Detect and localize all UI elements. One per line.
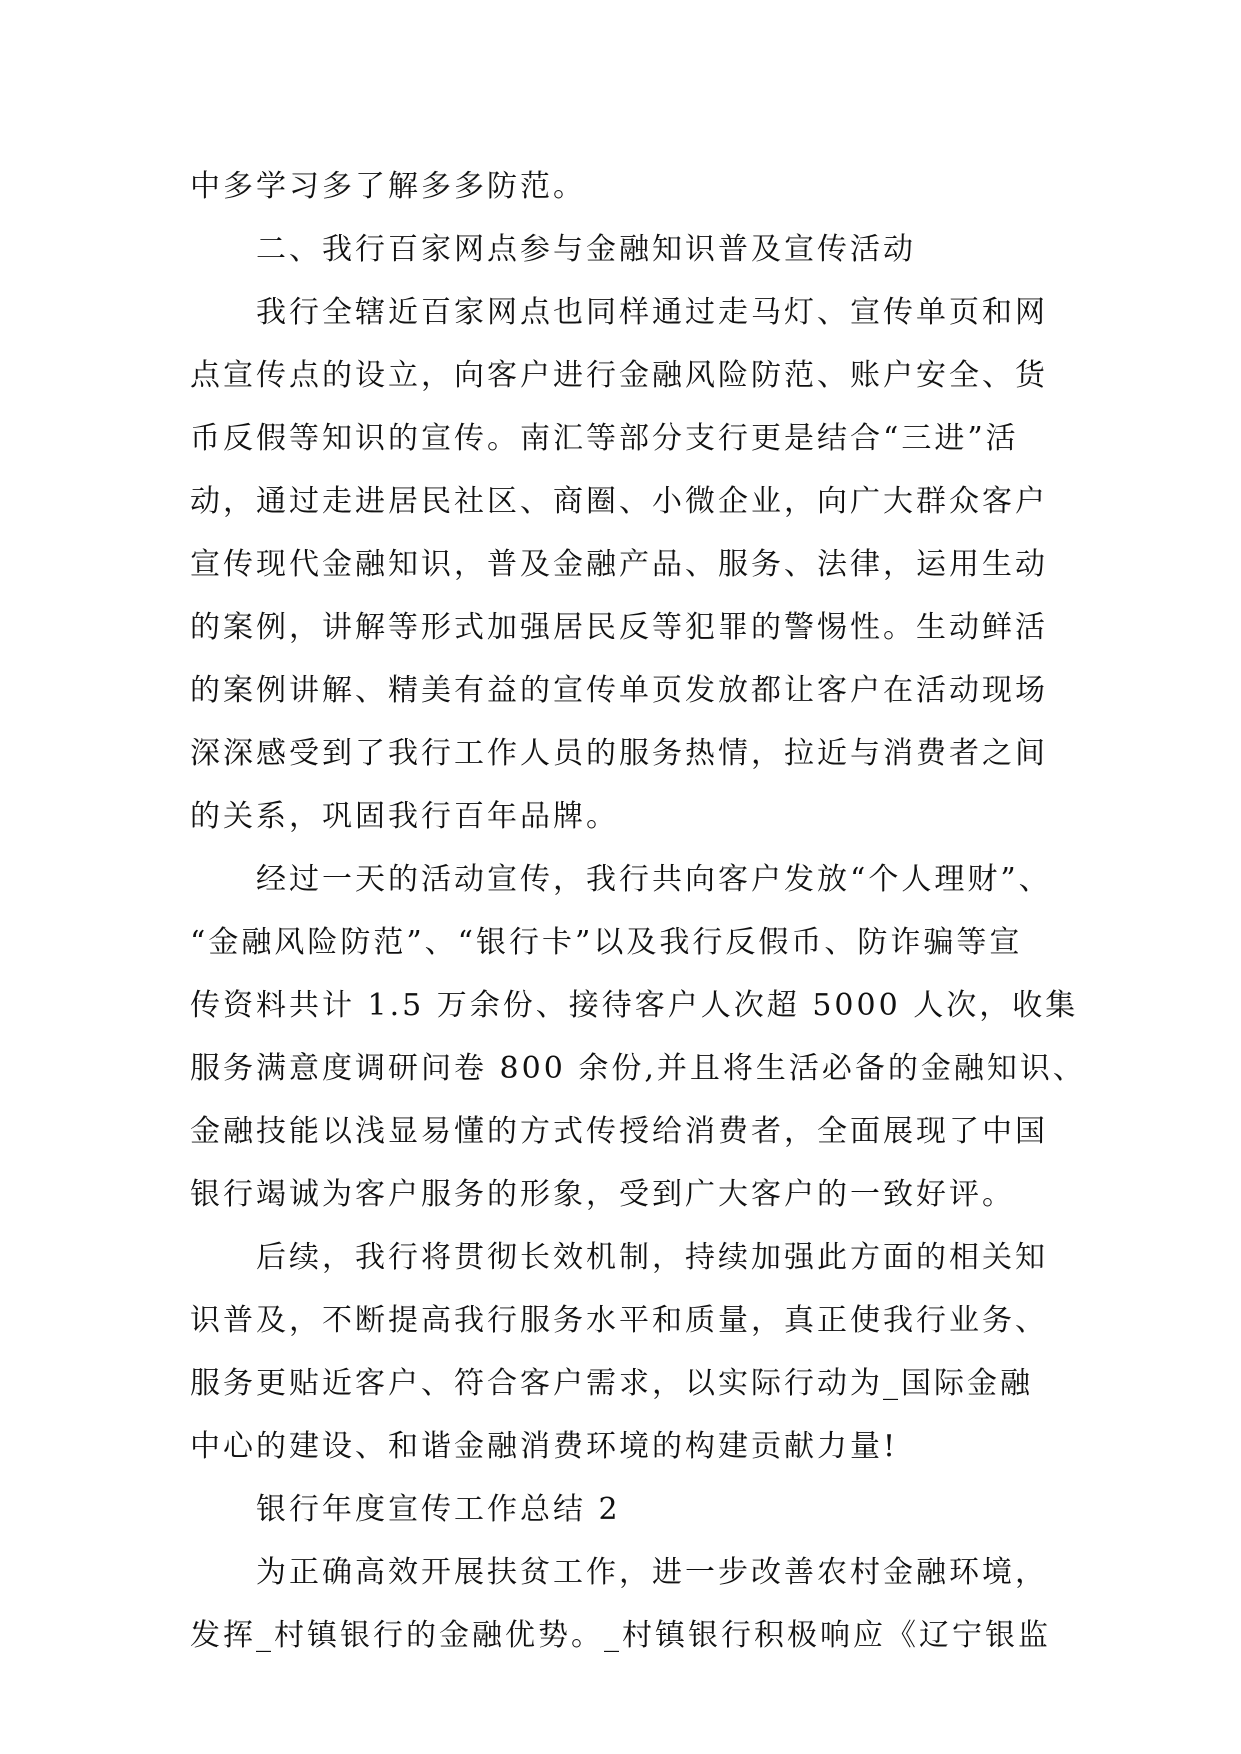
- text-line: “金融风险防范”、“银行卡”以及我行反假币、防诈骗等宣: [190, 925, 1023, 960]
- document-body: [190, 155, 1090, 1667]
- text-line: 发挥_村镇银行的金融优势。_村镇银行积极响应《辽宁银监: [190, 1618, 1051, 1653]
- text-line: 币反假等知识的宣传。南汇等部分支行更是结合“三进”活: [190, 421, 1019, 456]
- text-line: 的案例讲解、精美有益的宣传单页发放都让客户在活动现场: [190, 673, 1048, 708]
- text-line: 银行竭诚为客户服务的形象，受到广大客户的一致好评。: [190, 1177, 1015, 1212]
- text-line: 为正确高效开展扶贫工作，进一步改善农村金融环境，: [256, 1555, 1048, 1590]
- text-line: 我行全辖近百家网点也同样通过走马灯、宣传单页和网: [256, 295, 1048, 330]
- text-line: 经过一天的活动宣传，我行共向客户发放“个人理财”、: [256, 862, 1052, 897]
- text-line: 后续，我行将贯彻长效机制，持续加强此方面的相关知: [256, 1240, 1048, 1275]
- text-line: 银行年度宣传工作总结 2: [256, 1492, 621, 1527]
- text-line: 二、我行百家网点参与金融知识普及宣传活动: [256, 232, 916, 267]
- text-line: 深深感受到了我行工作人员的服务热情，拉近与消费者之间: [190, 736, 1048, 771]
- text-line: 金融技能以浅显易懂的方式传授给消费者，全面展现了中国: [190, 1114, 1048, 1149]
- text-line: 服务更贴近客户、符合客户需求，以实际行动为_国际金融: [190, 1366, 1033, 1401]
- text-line: 传资料共计 1.5 万余份、接待客户人次超 5000 人次，收集: [190, 988, 1079, 1023]
- text-line: 中多学习多了解多多防范。: [190, 169, 586, 204]
- text-line: 的案例，讲解等形式加强居民反等犯罪的警惕性。生动鲜活: [190, 610, 1048, 645]
- text-line: 中心的建设、和谐金融消费环境的构建贡献力量!: [190, 1429, 899, 1464]
- text-line: 识普及，不断提高我行服务水平和质量，真正使我行业务、: [190, 1303, 1048, 1338]
- text-line: 动，通过走进居民社区、商圈、小微企业，向广大群众客户: [190, 484, 1048, 519]
- text-line: 宣传现代金融知识，普及金融产品、服务、法律，运用生动: [190, 547, 1048, 582]
- text-line: 服务满意度调研问卷 800 余份,并且将生活必备的金融知识、: [190, 1051, 1086, 1086]
- text-line: 的关系，巩固我行百年品牌。: [190, 799, 619, 834]
- text-line: 点宣传点的设立，向客户进行金融风险防范、账户安全、货: [190, 358, 1048, 393]
